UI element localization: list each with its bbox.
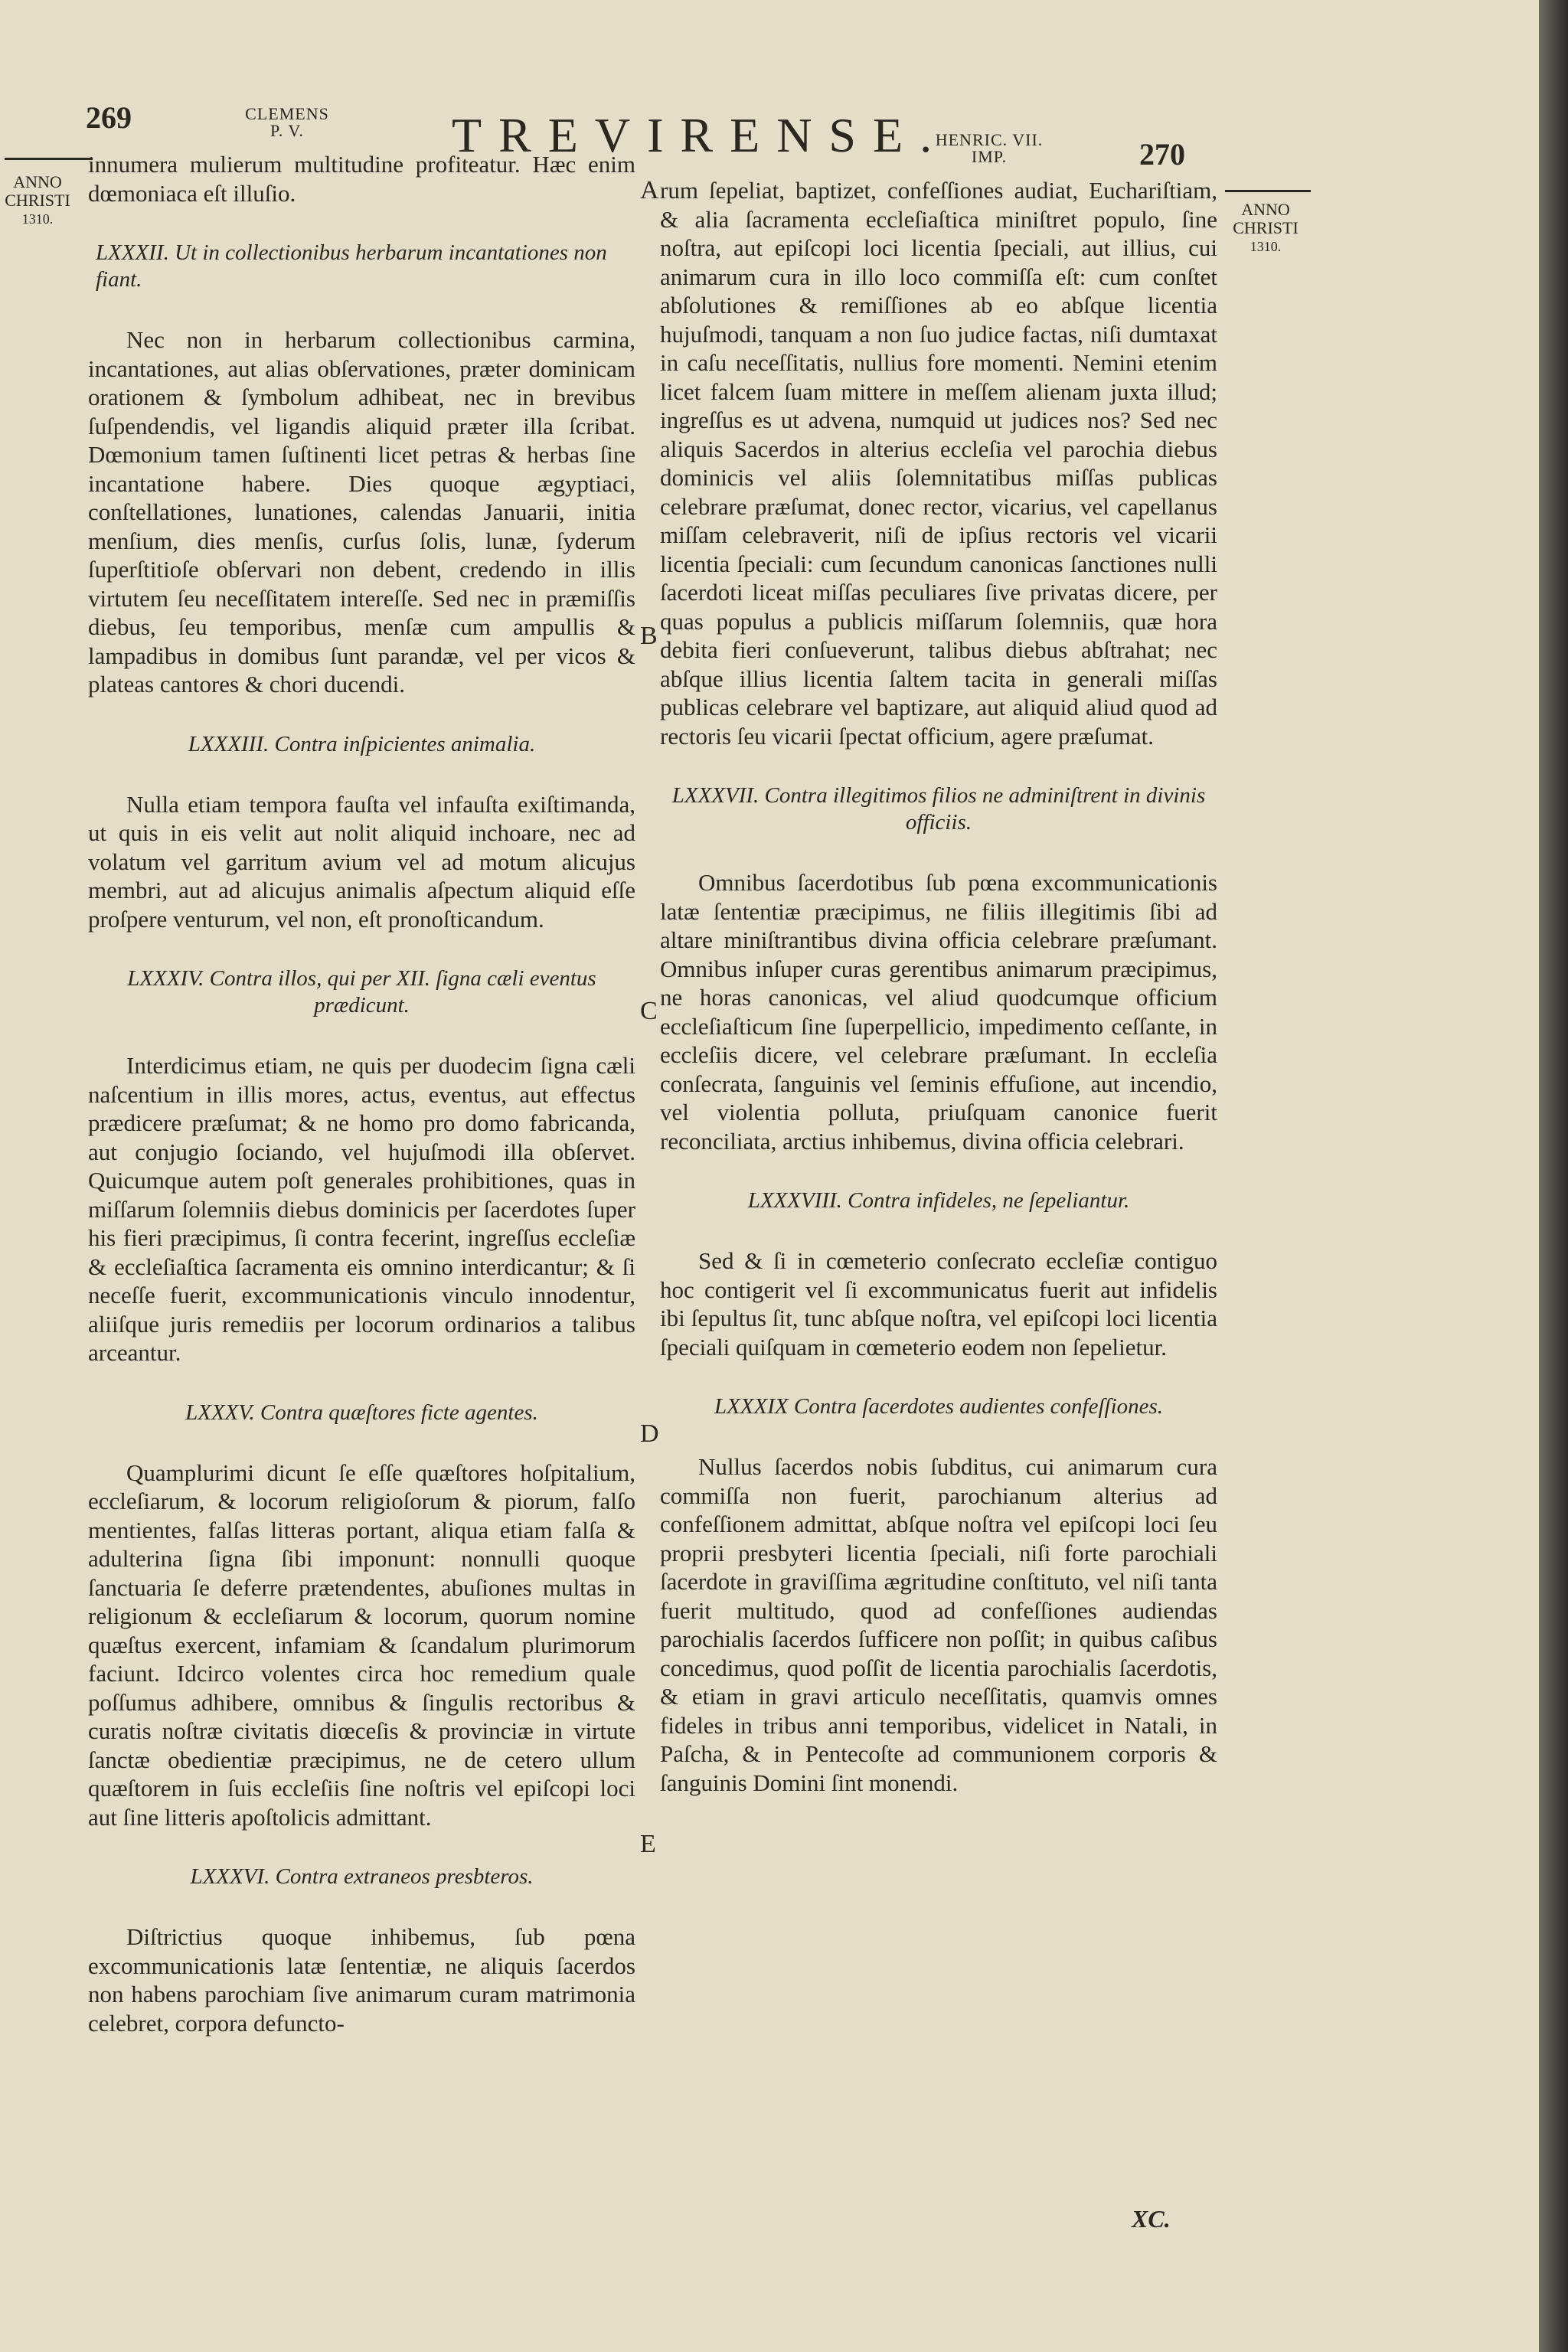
right-running-label xyxy=(928,132,1050,165)
chapter-87-text: Omnibus ſacerdotibus ſub pœna excommunicationis latæ ſententiæ præcipimus, ne filiis illegitimis ſibi ad altare miniſtrantibus divina officia celebrare præſumant. Omnibus inſuper curas gerentibus animarum præcipimus, ne horas canonicas, vel aliud quodcumque officium eccleſiaſticum ſine ſuperpellicio, impedimento ceſſante, in eccleſiis dicere, vel celebrare præſumant. In eccleſia conſecrata, ſanguinis vel ſeminis effuſione, aut incendio, vel violentia polluta, priuſquam canonice fuerit reconciliata, arctius inhibemus, divina officia celebrari. xyxy=(660,869,1217,1155)
catchword: XC. xyxy=(1132,2205,1171,2233)
chapter-89-heading: LXXXIX Contra ſacerdotes audientes confeſſiones. xyxy=(714,1394,1164,1419)
right-margin-christi: CHRISTI xyxy=(1233,218,1298,237)
right-page-number: 270 xyxy=(1139,137,1185,172)
left-margin-christi: CHRISTI xyxy=(5,191,70,210)
right-margin-note xyxy=(1231,201,1300,256)
chapter-87-heading: LXXXVII. Contra illegitimos filios ne adminiſtrent in divinis officiis. xyxy=(671,783,1206,835)
right-column xyxy=(660,176,1217,1797)
chapter-83-heading: LXXXIII. Contra inſpicientes animalia. xyxy=(188,731,536,756)
chapter-85-text: Quamplurimi dicunt ſe eſſe quæſtores hoſpitalium, eccleſiarum, & locorum religioſorum & piorum, falſo mentientes, falſas litteras portant, aliqua etiam falſa & adulterina ſigna ſibi imponunt: nonnulli quoque ſanctuaria ſe deferre prætendentes, abuſiones multas in religionum & eccleſiarum & locorum, quorum nomine quæſtus exercent, infamiam & ſcandalum plurimorum faciunt. Idcirco volentes circa hoc remedium quale poſſumus adhibere, omnibus & ſingulis rectoribus & curatis noſtræ civitatis diœceſis & provinciæ in virtute ſanctæ obedientiæ præcipimus, ne de cetero ullum quæſtorem in ſuis eccleſiis ſine noſtris vel epiſcopi loci aut ſine litteris apoſtolicis admittant. xyxy=(88,1459,635,1831)
right-label-bottom: IMP. xyxy=(971,147,1008,166)
left-label-bottom: P. V. xyxy=(270,121,304,140)
chapter-86-text: Diſtrictius quoque inhibemus, ſub pœna excommunicationis latæ ſententiæ, ne aliquis ſacerdos non habens parochiam ſive animarum curam matrimonia celebret, corpora defuncto- xyxy=(88,1923,635,2037)
left-running-label xyxy=(230,106,345,139)
chapter-82-text: Nec non in herbarum collectionibus carmina, incantationes, aut alias obſervationes, præter dominicam orationem & ſymbolum adhibeat, nec in brevibus ſuſpendendis, vel ligandis aliquid præter illa ſcribat. Dœmonium tamen ſuſtinenti licet petras & herbas ſine incantatione habere. Dies quoque ægyptiaci, conſtellationes, lunationes, calendas Januarii, initia menſium, dies menſis, curſus ſolis, lunæ, ſyderum ſuperſtitioſe obſervari non debent, credendo in illis virtutem ſeu neceſſitatem intereſſe. Sed nec in præmiſſis diebus, ſeu temporibus, menſæ cum ampullis & lampadibus in domibus ſunt parandæ, vel per vicos & plateas cantores & chori ducendi. xyxy=(88,326,635,697)
chapter-84-heading: LXXXIV. Contra illos, qui per XII. ſigna cæli eventus prædicunt. xyxy=(127,966,596,1018)
running-title: TREVIRENSE. xyxy=(452,108,949,162)
left-margin-note xyxy=(3,173,72,228)
left-opening-paragraph: innumera mulierum multitudine profiteatur. Hæc enim dœmoniaca eſt illuſio. xyxy=(88,151,635,207)
section-letter-a: A xyxy=(640,176,659,204)
right-label-top: HENRIC. VII. xyxy=(935,130,1044,149)
left-label-top: CLEMENS xyxy=(245,104,329,123)
right-margin-year: 1310. xyxy=(1250,239,1282,254)
chapter-86-heading: LXXXVI. Contra extraneos presbteros. xyxy=(190,1864,534,1889)
right-opening-paragraph: rum ſepeliat, baptizet, confeſſiones audiat, Euchariſtiam, & alia ſacramenta eccleſiaſtica miniſtret populo, ſine noſtra, aut epiſcopi loci licentia ſpeciali, aut illius, cui animarum cura in illo loco commiſſa eſt: cum conſtet abſolutiones & remiſſiones ab eo abſque licentia hujuſmodi, tanquam a non ſuo judice factas, niſi dumtaxat in caſu neceſſitatis, nullius fore momenti. Nemini etenim licet falcem ſuam mittere in meſſem alienam juxta illud; ingreſſus es ut advena, numquid ut judices nos? Sed nec aliquis Sacerdos in alterius eccleſia vel parochia diebus dominicis vel aliis ſolemnitatibus miſſas publicas celebrare præſumat, donec rector, vicarius, vel capellanus miſſam celebraverit, niſi de ipſius rectoris vel vicarii licentia ſpeciali: cum ſecundum canonicas ſanctiones nulli ſacerdoti liceat miſſas peculiares ſive privatas dicere, per quas populus a publicis miſſarum ſolemniis, quæ hora debita fieri conſueverunt, talibus diebus abſtrahat; nec abſque illius licentia ſaltem tacita in generali miſſas publicas celebrare vel baptizare, aut aliquid aliud quod ad rectoris ſeu vicarii ſpectat officium, agere præſumat. xyxy=(660,177,1217,750)
left-margin-anno: ANNO xyxy=(13,172,62,191)
section-letter-d: D xyxy=(640,1419,659,1448)
right-margin-rule xyxy=(1225,190,1311,192)
left-page-number: 269 xyxy=(86,100,132,135)
left-margin-rule xyxy=(5,158,93,160)
chapter-88-heading: LXXXVIII. Contra infideles, ne ſepeliantur. xyxy=(747,1188,1130,1213)
chapter-84-text: Interdicimus etiam, ne quis per duodecim ſigna cæli naſcentium in illis mores, actus, eventus, aut effectus prædicere præſumat; & ne homo pro domo fabricanda, aut conjugio ſociando, vel hujuſmodi illa obſervet. Quicumque autem poſt generales prohibitiones, quas in miſſarum ſolemniis diebus dominicis per ſacerdotes ſuper his fieri præcipimus, ſi contra fecerint, ingreſſus eccleſiæ & eccleſiaſtica ſacramenta eis omnino interdicantur; & ſi neceſſe fuerit, excommunicationis vinculo innodentur, aliiſque juris remediis per locorum ordinarios a talibus arceantur. xyxy=(88,1052,635,1366)
section-letter-b: B xyxy=(640,622,658,650)
chapter-89-text: Nullus ſacerdos nobis ſubditus, cui animarum cura commiſſa non fuerit, parochianum alterius ad confeſſionem admittat, abſque noſtra vel epiſcopi loci ſeu proprii presbyteri licentia ſpeciali, niſi forte parochiali ſacerdote in graviſſima ægritudine conſtituto, vel niſi tanta fuerit multitudo, quod ad confeſſiones audiendas parochialis ſacerdos ſufficere non poſſit; in quibus caſibus concedimus, quod poſſit de licentia parochialis ſacerdotis, & etiam in gravi articulo neceſſitatis, quamvis omnes fideles in tribus anni temporibus, videlicet in Natali, in Paſcha, & in Pentecoſte ad communionem corporis & ſanguinis Domini ſint monendi. xyxy=(660,1453,1217,1796)
section-letter-c: C xyxy=(640,997,658,1025)
left-margin-year: 1310. xyxy=(21,211,54,227)
chapter-83-text: Nulla etiam tempora fauſta vel infauſta exiſtimanda, ut quis in eis velit aut nolit aliquid inchoare, nec ad volatum vel garritum avium vel ad motum alicujus membri, aut ad alicujus animalis aſpectum aliquid eſſe proſpere venturum, vel non, eſt pronoſticandum. xyxy=(88,790,635,933)
left-column xyxy=(88,150,635,2037)
book-gutter-edge xyxy=(1539,0,1568,2352)
chapter-88-text: Sed & ſi in cœmeterio conſecrato eccleſiæ contiguo hoc contigerit vel ſi excommunicatus fuerit aut infidelis ibi ſepultus ſit, tunc abſque noſtra, vel epiſcopi loci licentia ſpeciali quiſquam in cœmeterio eodem non ſepelietur. xyxy=(660,1247,1217,1361)
section-letter-e: E xyxy=(640,1830,656,1858)
chapter-82-heading: LXXXII. Ut in collectionibus herbarum incantationes non fiant. xyxy=(96,240,607,292)
chapter-85-heading: LXXXV. Contra quæſtores ficte agentes. xyxy=(185,1400,538,1425)
right-margin-anno: ANNO xyxy=(1241,200,1290,219)
